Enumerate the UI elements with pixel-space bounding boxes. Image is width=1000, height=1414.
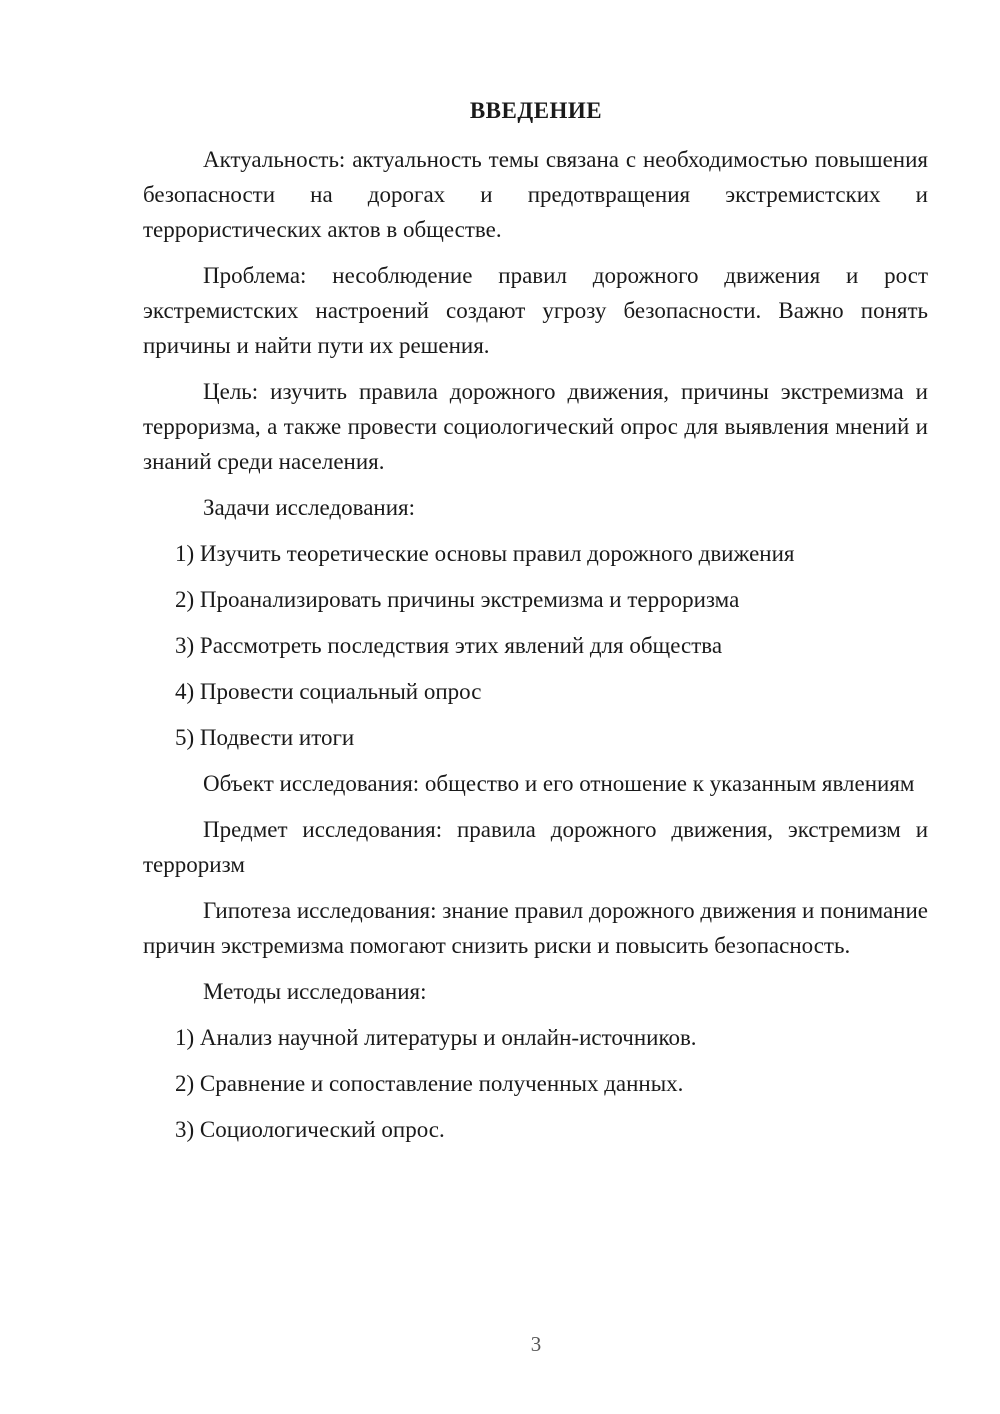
list-item: 5) Подвести итоги [175, 725, 355, 750]
list-item: 3) Рассмотреть последствия этих явлений для общества [175, 633, 723, 658]
list-item: 4) Провести социальный опрос [175, 679, 482, 704]
object-paragraph: Объект исследования: общество и его отношение к указанным явлениям [203, 771, 915, 796]
list-item: 1) Изучить теоретические основы правил дорожного движения [175, 541, 795, 566]
list-item: 1) Анализ научной литературы и онлайн-источников. [175, 1025, 697, 1050]
document-body [143, 142, 928, 1158]
page-title: ВВЕДЕНИЕ [469, 98, 603, 123]
tasks-list [143, 536, 928, 755]
list-item: 2) Проанализировать причины экстремизма и терроризма [175, 587, 740, 612]
tasks-heading: Задачи исследования: [203, 495, 416, 520]
goal-paragraph: Цель: изучить правила дорожного движения, причины экстремизма и терроризма, а также провести социологический опрос для выявления мнений и знаний среди населения. [143, 379, 928, 474]
subject-paragraph: Предмет исследования: правила дорожного движения, экстремизм и терроризм [143, 817, 928, 877]
list-item: 3) Социологический опрос. [175, 1117, 445, 1142]
methods-heading: Методы исследования: [203, 979, 427, 1004]
problem-paragraph: Проблема: несоблюдение правил дорожного движения и рост экстремистских настроений создают угрозу безопасности. Важно понять причины и найти пути их решения. [143, 263, 928, 358]
page-number: 3 [530, 1332, 542, 1356]
hypothesis-paragraph: Гипотеза исследования: знание правил дорожного движения и понимание причин экстремизма помогают снизить риски и повысить безопасность. [143, 898, 928, 958]
methods-list [143, 1020, 928, 1147]
list-item: 2) Сравнение и сопоставление полученных данных. [175, 1071, 684, 1096]
relevance-paragraph: Актуальность: актуальность темы связана с необходимостью повышения безопасности на дорогах и предотвращения экстремистских и террористических актов в обществе. [143, 147, 928, 242]
